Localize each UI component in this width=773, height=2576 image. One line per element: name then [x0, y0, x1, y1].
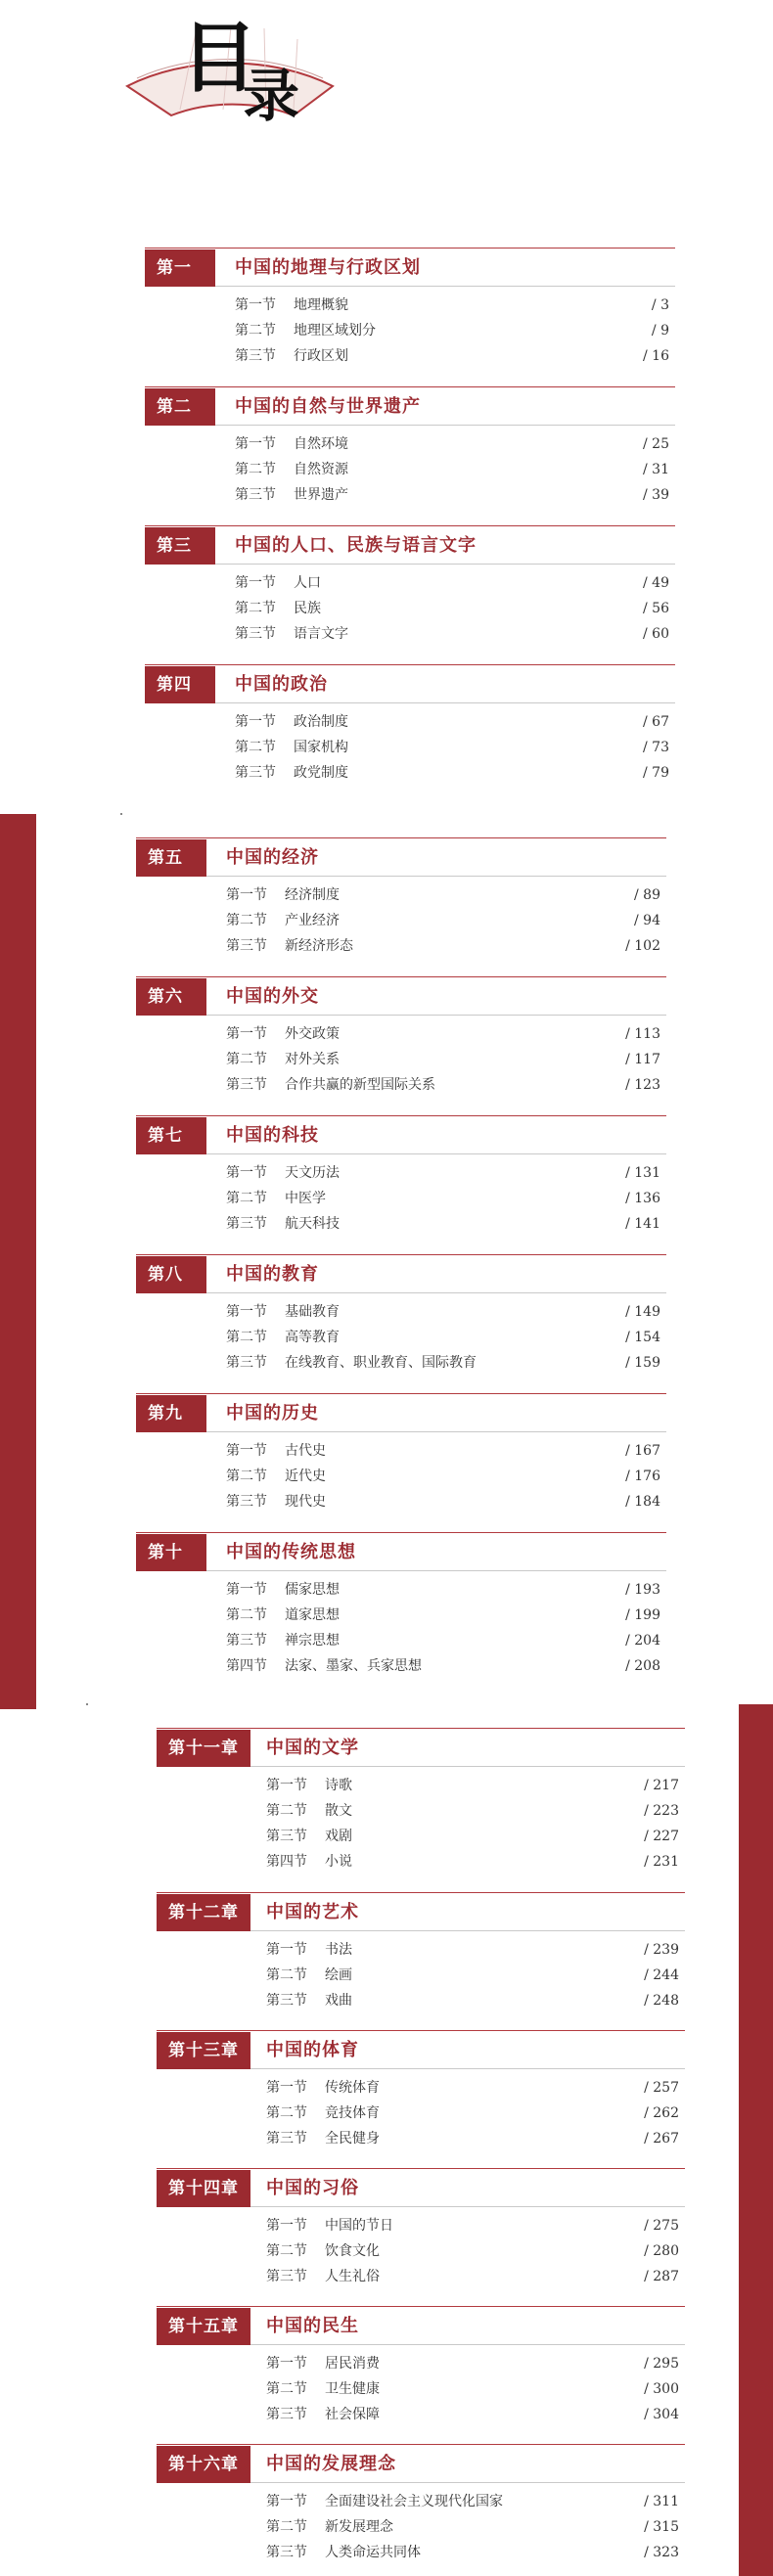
toc-entry[interactable]: [136, 1464, 666, 1489]
page-number: / 239: [644, 1942, 679, 1958]
section-title: 小说: [325, 1854, 352, 1870]
section-title: 儒家思想: [285, 1582, 340, 1598]
chapter-block: [136, 837, 666, 959]
page-number: / 184: [625, 1494, 660, 1510]
page-number: / 31: [643, 462, 669, 477]
page-number: / 257: [644, 2080, 679, 2096]
page-number: / 154: [625, 1330, 660, 1345]
section-label: 第三节: [235, 487, 276, 503]
page-number: / 315: [644, 2519, 679, 2535]
page-number: / 102: [625, 938, 660, 954]
chapter-number: 第六章: [136, 978, 206, 1016]
chapter-block: [157, 1728, 685, 1875]
section-list: [136, 1160, 666, 1237]
section-title: 竞技体育: [325, 2105, 380, 2121]
chapter-top-rule: [145, 664, 675, 665]
section-title: 中国的节日: [325, 2218, 393, 2234]
section-list: [145, 709, 675, 786]
chapter-top-rule: [136, 837, 666, 838]
chapter-top-rule: [157, 2306, 685, 2307]
section-label: 第二节: [226, 1191, 267, 1206]
page-number: / 56: [643, 601, 669, 616]
chapter-heading[interactable]: [157, 2444, 685, 2485]
section-label: 第二节: [235, 323, 276, 339]
chapter-top-rule: [157, 1892, 685, 1893]
toc-entry[interactable]: [157, 1937, 685, 1963]
toc-entry[interactable]: [157, 2514, 685, 2540]
section-title: 全民健身: [325, 2131, 380, 2147]
page-number: / 300: [644, 2381, 679, 2397]
section-label: 第三节: [266, 1829, 307, 1844]
chapter-number: 第二章: [145, 388, 215, 426]
section-title: 现代史: [285, 1494, 326, 1510]
section-label: 第三节: [266, 2131, 307, 2147]
section-title: 国家机构: [294, 740, 348, 755]
section-label: 第三节: [226, 1633, 267, 1649]
toc-entry[interactable]: [157, 2238, 685, 2264]
chapter-top-rule: [145, 248, 675, 249]
chapter-top-rule: [157, 2168, 685, 2169]
chapter-top-rule: [157, 2444, 685, 2445]
section-list: [136, 1438, 666, 1514]
section-title: 合作共赢的新型国际关系: [285, 1077, 435, 1093]
chapter-number: 第十章: [136, 1534, 206, 1571]
toc-entry[interactable]: [145, 709, 675, 735]
page-number: / 79: [643, 765, 669, 781]
section-title: 法家、墨家、兵家思想: [285, 1658, 422, 1674]
section-list: [157, 2213, 685, 2289]
toc-entry[interactable]: [157, 1824, 685, 1849]
toc-entry[interactable]: [145, 343, 675, 369]
section-label: 第三节: [235, 765, 276, 781]
toc-entry[interactable]: [145, 760, 675, 786]
chapter-top-rule: [136, 976, 666, 977]
section-title: 地理概貌: [294, 297, 348, 313]
chapter-number: 第十三章: [157, 2032, 250, 2069]
section-label: 第四节: [226, 1658, 267, 1674]
chapter-top-rule: [157, 2030, 685, 2031]
chapter-number: 第七章: [136, 1117, 206, 1154]
page-number: / 89: [634, 887, 660, 903]
toc-title-char-2: 录: [243, 63, 300, 129]
page-number: / 141: [625, 1216, 660, 1232]
section-title: 近代史: [285, 1469, 326, 1484]
section-title: 戏剧: [325, 1829, 352, 1844]
chapter-title: 中国的经济: [226, 847, 319, 868]
section-title: 对外关系: [285, 1052, 340, 1067]
chapter-top-rule: [136, 1115, 666, 1116]
page-number: / 244: [644, 1967, 679, 1983]
section-title: 居民消费: [325, 2356, 380, 2372]
section-title: 社会保障: [325, 2407, 380, 2422]
section-title: 行政区划: [294, 348, 348, 364]
toc-entry[interactable]: [136, 908, 666, 933]
toc-entry[interactable]: [157, 2101, 685, 2126]
chapter-heading[interactable]: [157, 1892, 685, 1933]
chapter-top-rule: [145, 386, 675, 387]
toc-entry[interactable]: [136, 1211, 666, 1237]
chapter-title: 中国的自然与世界遗产: [235, 396, 421, 417]
section-title: 自然环境: [294, 436, 348, 452]
toc-entry[interactable]: [136, 882, 666, 908]
page-number: / 295: [644, 2356, 679, 2372]
toc-entry[interactable]: [157, 2489, 685, 2514]
page-number: / 39: [643, 487, 669, 503]
section-title: 政治制度: [294, 714, 348, 730]
toc-entry[interactable]: [145, 570, 675, 596]
chapter-title: 中国的人口、民族与语言文字: [235, 535, 477, 556]
chapter-number: 第三章: [145, 527, 215, 565]
section-title: 传统体育: [325, 2080, 380, 2096]
section-label: 第三节: [266, 1993, 307, 2009]
chapter-title: 中国的科技: [226, 1125, 319, 1146]
section-label: 第二节: [266, 2243, 307, 2259]
page-number: / 275: [644, 2218, 679, 2234]
section-label: 第一节: [266, 2080, 307, 2096]
page-number: / 94: [634, 913, 660, 928]
section-label: 第一节: [266, 1778, 307, 1793]
section-title: 诗歌: [325, 1778, 352, 1793]
page-number: / 3: [651, 297, 669, 313]
toc-entry[interactable]: [136, 1603, 666, 1628]
section-title: 中医学: [285, 1191, 326, 1206]
toc-entry[interactable]: [157, 2351, 685, 2376]
section-list: [157, 1773, 685, 1875]
toc-entry[interactable]: [157, 1988, 685, 2013]
section-title: 航天科技: [285, 1216, 340, 1232]
section-list: [157, 2489, 685, 2565]
section-label: 第二节: [235, 462, 276, 477]
toc-entry[interactable]: [136, 1021, 666, 1047]
chapter-title: 中国的外交: [226, 986, 319, 1007]
section-label: 第三节: [266, 2407, 307, 2422]
toc-entry[interactable]: [145, 482, 675, 508]
section-title: 人生礼俗: [325, 2269, 380, 2284]
page-number: / 136: [625, 1191, 660, 1206]
chapter-block: [157, 2030, 685, 2151]
chapter-heading[interactable]: [157, 2030, 685, 2071]
toc-entry[interactable]: [136, 1072, 666, 1098]
chapter-number: 第四章: [145, 666, 215, 703]
section-title: 饮食文化: [325, 2243, 380, 2259]
section-title: 散文: [325, 1803, 352, 1819]
chapter-block: [145, 525, 675, 647]
toc-entry[interactable]: [145, 621, 675, 647]
page-number: / 304: [644, 2407, 679, 2422]
section-list: [157, 1937, 685, 2013]
section-label: 第二节: [266, 1803, 307, 1819]
section-label: 第二节: [226, 1607, 267, 1623]
chapter-number: 第十六章: [157, 2446, 250, 2483]
section-title: 外交政策: [285, 1026, 340, 1042]
chapter-title: 中国的体育: [266, 2040, 359, 2060]
section-title: 天文历法: [285, 1165, 340, 1181]
chapter-top-rule: [157, 1728, 685, 1729]
section-label: 第一节: [226, 1443, 267, 1459]
fan-emblem: [0, 0, 773, 196]
section-label: 第三节: [226, 1077, 267, 1093]
chapter-title: 中国的历史: [226, 1403, 319, 1424]
chapter-number: 第九章: [136, 1395, 206, 1432]
section-list: [145, 293, 675, 369]
section-list: [136, 1299, 666, 1376]
page-number: / 199: [625, 1607, 660, 1623]
section-list: [145, 570, 675, 647]
chapter-block: [136, 1115, 666, 1237]
page-number: / 131: [625, 1165, 660, 1181]
section-label: 第三节: [226, 938, 267, 954]
toc-entry[interactable]: [145, 293, 675, 318]
section-label: 第二节: [266, 1967, 307, 1983]
chapter-block: [145, 248, 675, 369]
page-number: / 311: [644, 2494, 679, 2509]
section-title: 全面建设社会主义现代化国家: [325, 2494, 503, 2509]
crop-mark: [120, 813, 122, 815]
section-label: 第一节: [235, 575, 276, 591]
page-number: / 223: [644, 1803, 679, 1819]
toc-entry[interactable]: [136, 1160, 666, 1186]
chapter-block: [136, 1393, 666, 1514]
chapter-block: [145, 664, 675, 786]
chapter-top-rule: [136, 1393, 666, 1394]
page-number: / 323: [644, 2545, 679, 2560]
page-number: / 113: [625, 1026, 660, 1042]
chapter-title: 中国的习俗: [266, 2178, 359, 2198]
section-label: 第一节: [226, 887, 267, 903]
page-number: / 123: [625, 1077, 660, 1093]
section-list: [157, 2075, 685, 2151]
section-label: 第二节: [266, 2381, 307, 2397]
left-side-bar: [0, 814, 36, 1709]
page-number: / 193: [625, 1582, 660, 1598]
page-number: / 167: [625, 1443, 660, 1459]
toc-entry[interactable]: [157, 2126, 685, 2151]
section-label: 第三节: [266, 2269, 307, 2284]
toc-entry[interactable]: [157, 1963, 685, 1988]
toc-entry[interactable]: [145, 457, 675, 482]
chapter-block: [145, 386, 675, 508]
toc-entry[interactable]: [157, 1773, 685, 1798]
section-title: 戏曲: [325, 1993, 352, 2009]
section-label: 第三节: [226, 1216, 267, 1232]
section-title: 人口: [294, 575, 321, 591]
page-number: / 159: [625, 1355, 660, 1371]
section-label: 第一节: [266, 2356, 307, 2372]
section-title: 基础教育: [285, 1304, 340, 1320]
section-title: 新经济形态: [285, 938, 353, 954]
page-number: / 204: [625, 1633, 660, 1649]
section-label: 第三节: [235, 626, 276, 642]
section-list: [136, 882, 666, 959]
chapter-heading[interactable]: [157, 2168, 685, 2209]
section-title: 道家思想: [285, 1607, 340, 1623]
section-list: [145, 431, 675, 508]
section-title: 卫生健康: [325, 2381, 380, 2397]
toc-entry[interactable]: [157, 2075, 685, 2101]
section-label: 第一节: [235, 297, 276, 313]
toc-entry[interactable]: [157, 2402, 685, 2427]
page-number: / 73: [643, 740, 669, 755]
toc-entry[interactable]: [136, 1325, 666, 1350]
section-label: 第一节: [266, 1942, 307, 1958]
page-number: / 176: [625, 1469, 660, 1484]
chapter-top-rule: [136, 1254, 666, 1255]
section-label: 第二节: [226, 1330, 267, 1345]
chapter-title: 中国的教育: [226, 1264, 319, 1285]
section-list: [136, 1021, 666, 1098]
chapter-number: 第八章: [136, 1256, 206, 1293]
toc-entry[interactable]: [136, 1653, 666, 1679]
section-label: 第三节: [226, 1494, 267, 1510]
toc-entry[interactable]: [136, 1047, 666, 1072]
chapter-block: [157, 2444, 685, 2565]
toc-entry[interactable]: [145, 318, 675, 343]
section-title: 产业经济: [285, 913, 340, 928]
section-label: 第二节: [226, 913, 267, 928]
chapter-number: 第五章: [136, 839, 206, 877]
section-label: 第一节: [226, 1582, 267, 1598]
section-label: 第四节: [266, 1854, 307, 1870]
chapter-title: 中国的传统思想: [226, 1542, 356, 1562]
toc-entry[interactable]: [157, 2213, 685, 2238]
page-number: / 231: [644, 1854, 679, 1870]
toc-entry[interactable]: [136, 1577, 666, 1603]
section-title: 语言文字: [294, 626, 348, 642]
crop-mark: [86, 1703, 88, 1705]
toc-entry[interactable]: [157, 2376, 685, 2402]
section-label: 第二节: [266, 2105, 307, 2121]
section-label: 第二节: [226, 1469, 267, 1484]
toc-entry[interactable]: [145, 735, 675, 760]
page-number: / 287: [644, 2269, 679, 2284]
page-number: / 227: [644, 1829, 679, 1844]
section-title: 高等教育: [285, 1330, 340, 1345]
chapter-number: 第十五章: [157, 2308, 250, 2345]
section-title: 在线教育、职业教育、国际教育: [285, 1355, 477, 1371]
toc-entry[interactable]: [145, 596, 675, 621]
section-title: 古代史: [285, 1443, 326, 1459]
chapter-block: [136, 1532, 666, 1679]
section-label: 第三节: [266, 2545, 307, 2560]
section-label: 第一节: [226, 1304, 267, 1320]
chapter-number: 第十二章: [157, 1894, 250, 1931]
section-label: 第二节: [226, 1052, 267, 1067]
section-title: 禅宗思想: [285, 1633, 340, 1649]
section-label: 第二节: [266, 2519, 307, 2535]
toc-entry[interactable]: [136, 1350, 666, 1376]
page-number: / 267: [644, 2131, 679, 2147]
section-label: 第三节: [235, 348, 276, 364]
chapter-block: [157, 1892, 685, 2013]
chapter-block: [136, 976, 666, 1098]
section-label: 第一节: [266, 2494, 307, 2509]
chapter-title: 中国的政治: [235, 674, 328, 695]
page-number: / 149: [625, 1304, 660, 1320]
section-list: [157, 2351, 685, 2427]
section-title: 民族: [294, 601, 321, 616]
toc-entry[interactable]: [157, 2264, 685, 2289]
chapter-title: 中国的艺术: [266, 1902, 359, 1922]
section-label: 第二节: [235, 740, 276, 755]
section-title: 地理区域划分: [294, 323, 376, 339]
page-number: / 16: [643, 348, 669, 364]
section-title: 书法: [325, 1942, 352, 1958]
toc-entry[interactable]: [136, 1489, 666, 1514]
page-number: / 117: [625, 1052, 660, 1067]
chapter-number: 第一章: [145, 249, 215, 287]
page-number: / 217: [644, 1778, 679, 1793]
toc-entry[interactable]: [145, 431, 675, 457]
section-title: 绘画: [325, 1967, 352, 1983]
section-label: 第一节: [235, 714, 276, 730]
section-title: 经济制度: [285, 887, 340, 903]
page-number: / 49: [643, 575, 669, 591]
toc-entry[interactable]: [157, 2540, 685, 2565]
chapter-title: 中国的文学: [266, 1738, 359, 1758]
chapter-heading[interactable]: [157, 2306, 685, 2347]
page-number: / 280: [644, 2243, 679, 2259]
chapter-top-rule: [145, 525, 675, 526]
chapter-number: 第十四章: [157, 2170, 250, 2207]
page-number: / 25: [643, 436, 669, 452]
toc-entry[interactable]: [136, 1186, 666, 1211]
page-number: / 262: [644, 2105, 679, 2121]
chapter-title: 中国的民生: [266, 2316, 359, 2336]
page-number: / 248: [644, 1993, 679, 2009]
toc-entry[interactable]: [136, 1628, 666, 1653]
toc-entry[interactable]: [136, 1299, 666, 1325]
section-label: 第二节: [235, 601, 276, 616]
toc-title-char-1: 目: [181, 14, 258, 103]
section-title: 自然资源: [294, 462, 348, 477]
section-title: 政党制度: [294, 765, 348, 781]
section-label: 第一节: [226, 1026, 267, 1042]
page-number: / 208: [625, 1658, 660, 1674]
toc-entry[interactable]: [157, 1849, 685, 1875]
chapter-block: [157, 2168, 685, 2289]
section-title: 人类命运共同体: [325, 2545, 421, 2560]
page-number: / 67: [643, 714, 669, 730]
page-number: / 60: [643, 626, 669, 642]
section-title: 世界遗产: [294, 487, 348, 503]
section-label: 第三节: [226, 1355, 267, 1371]
toc-entry[interactable]: [136, 933, 666, 959]
toc-header: [0, 0, 773, 196]
section-label: 第一节: [235, 436, 276, 452]
section-label: 第一节: [266, 2218, 307, 2234]
chapter-block: [136, 1254, 666, 1376]
section-title: 新发展理念: [325, 2519, 393, 2535]
chapter-top-rule: [136, 1532, 666, 1533]
toc-entry[interactable]: [136, 1438, 666, 1464]
chapter-title: 中国的发展理念: [266, 2454, 396, 2474]
chapter-block: [157, 2306, 685, 2427]
section-label: 第一节: [226, 1165, 267, 1181]
chapter-heading[interactable]: [157, 1728, 685, 1769]
toc-entry[interactable]: [157, 1798, 685, 1824]
right-side-bar: [739, 1704, 773, 2576]
chapter-number: 第十一章: [157, 1730, 250, 1767]
page-number: / 9: [651, 323, 669, 339]
chapter-title: 中国的地理与行政区划: [235, 257, 421, 278]
section-list: [136, 1577, 666, 1679]
